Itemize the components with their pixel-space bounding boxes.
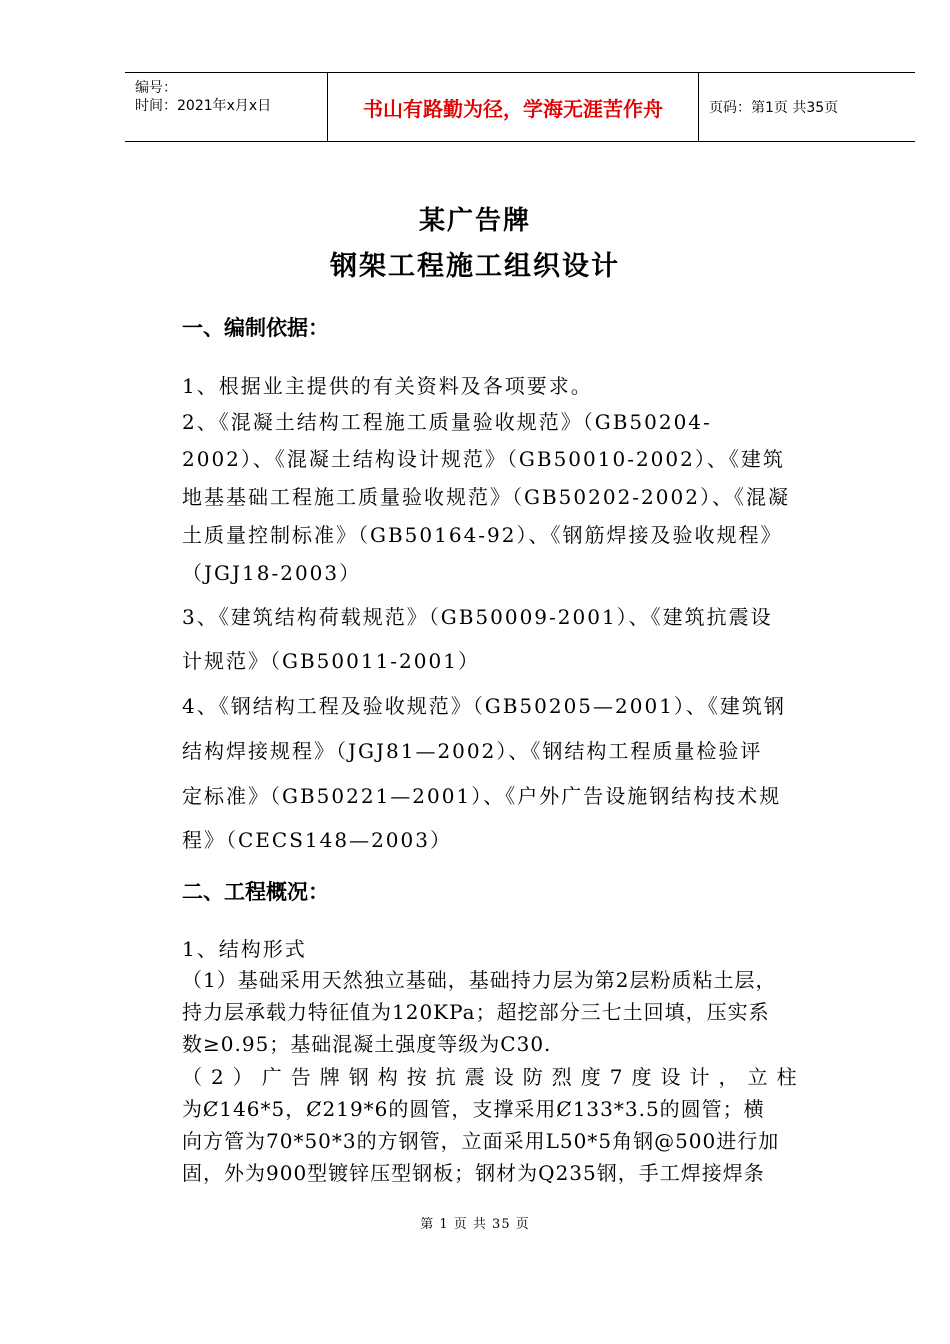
code-label: 编号： bbox=[135, 80, 177, 96]
section1-heading: 一、编制依据： bbox=[182, 315, 329, 340]
time-label: 时间：2021年x月x日 bbox=[135, 98, 272, 114]
doc-title-line2: 钢架工程施工组织设计 bbox=[330, 251, 620, 282]
section1-line: （JGJ18-2003） bbox=[182, 561, 362, 585]
section2-line: 数≥0.95；基础混凝土强度等级为C30. bbox=[182, 1032, 552, 1056]
header-page-info: 页码：第1页 共35页 bbox=[709, 100, 839, 116]
section1-line: 4、《钢结构工程及验收规范》（GB50205—2001）、《建筑钢 bbox=[182, 694, 786, 718]
header-motto: 书山有路勤为径，学海无涯苦作舟 bbox=[328, 73, 699, 141]
section1-line: 程》（CECS148—2003） bbox=[182, 828, 452, 852]
section2-line: 1、结构形式 bbox=[182, 937, 307, 961]
section1-line: 结构焊接规程》（JGJ81—2002）、《钢结构工程质量检验评 bbox=[182, 739, 763, 763]
section2-line: 为Ȼ146*5，Ȼ219*6的圆管，支撑采用Ȼ133*3.5的圆管；横 bbox=[182, 1097, 765, 1121]
section1-line: 2、《混凝土结构工程施工质量验收规范》（GB50204- bbox=[182, 410, 712, 434]
doc-title-line1: 某广告牌 bbox=[418, 206, 531, 236]
section2-line: 向方管为70*50*3的方钢管，立面采用L50*5角钢@500进行加 bbox=[182, 1129, 780, 1153]
header-meta bbox=[125, 73, 328, 141]
page-header bbox=[125, 72, 915, 142]
section2-line: （2）广告牌钢构按抗震设防烈度7度设计，立柱 bbox=[182, 1065, 806, 1089]
section2-line: （1）基础采用天然独立基础，基础持力层为第2层粉质粘土层， bbox=[182, 968, 777, 992]
section2-heading: 二、工程概况： bbox=[182, 879, 329, 904]
section1-line: 计规范》（GB50011-2001） bbox=[182, 649, 480, 673]
section1-line: 地基基础工程施工质量验收规范》（GB50202-2002）、《混凝 bbox=[182, 485, 790, 509]
section2-line: 固，外为900型镀锌压型钢板；钢材为Q235钢，手工焊接焊条 bbox=[182, 1161, 765, 1185]
section1-line: 1、根据业主提供的有关资料及各项要求。 bbox=[182, 374, 593, 398]
section2-line: 持力层承载力特征值为120KPa；超挖部分三七土回填，压实系 bbox=[182, 1000, 770, 1024]
section1-line: 2002）、《混凝土结构设计规范》（GB50010-2002）、《建筑 bbox=[182, 447, 785, 471]
section1-line: 定标准》（GB50221—2001）、《户外广告设施钢结构技术规 bbox=[182, 784, 782, 808]
section1-line: 3、《建筑结构荷载规范》（GB50009-2001）、《建筑抗震设 bbox=[182, 605, 773, 629]
section1-line: 土质量控制标准》（GB50164-92）、《钢筋焊接及验收规程》 bbox=[182, 523, 783, 547]
page-footer: 第 1 页 共 35 页 bbox=[420, 1217, 530, 1232]
